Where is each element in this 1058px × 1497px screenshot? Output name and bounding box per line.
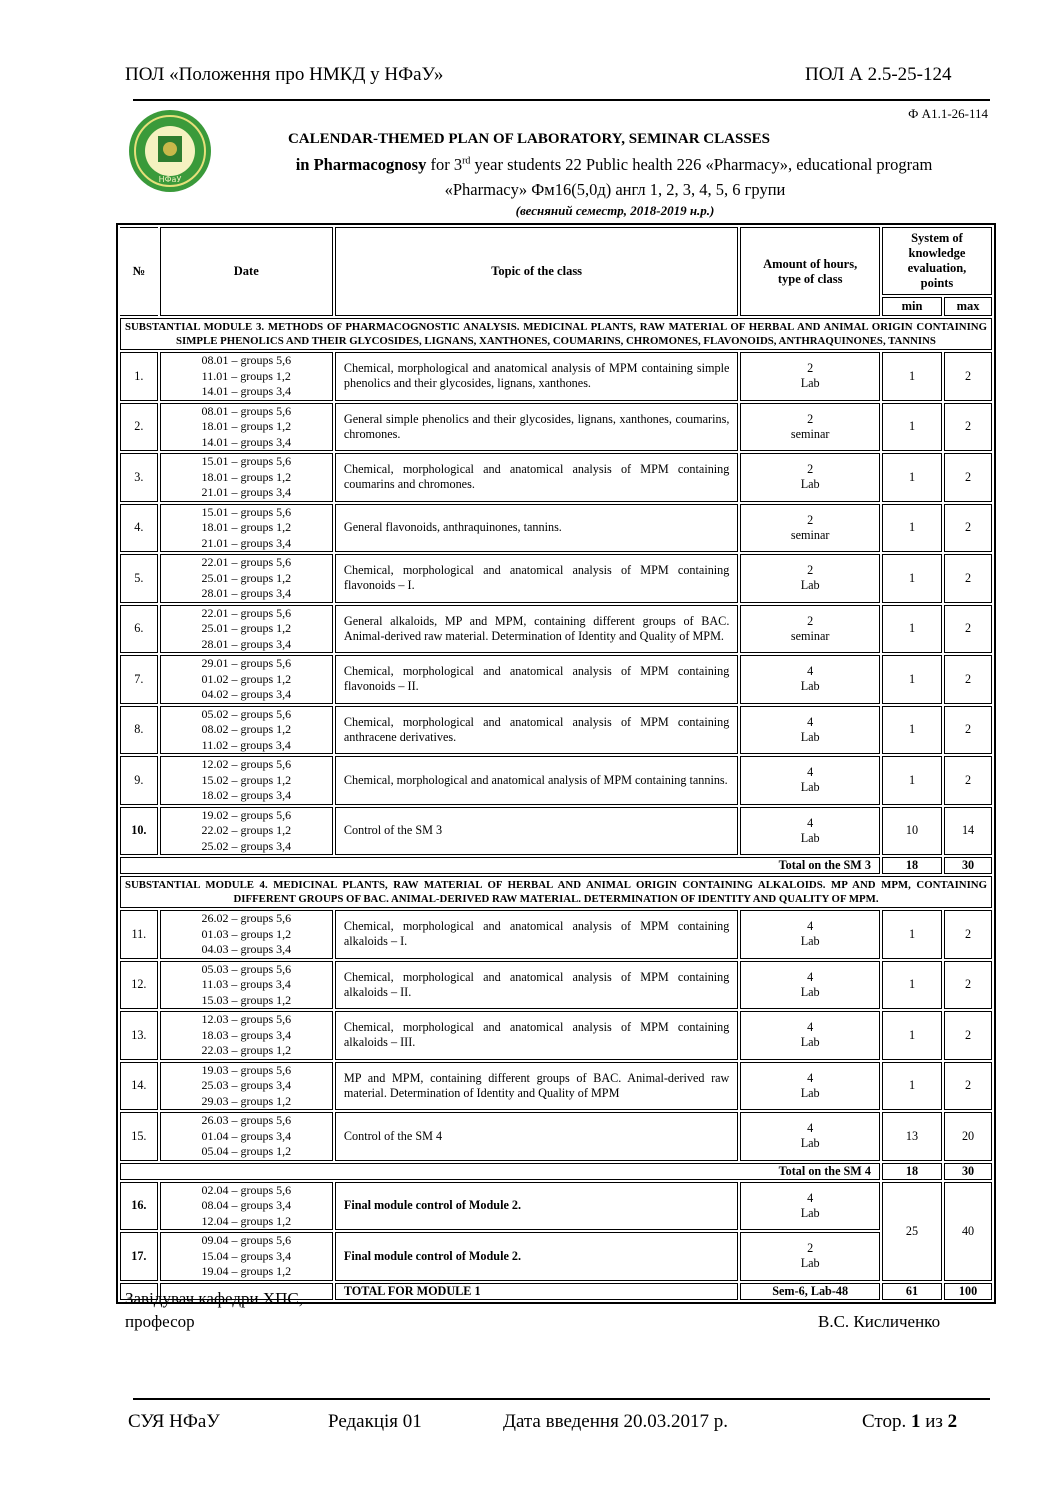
max-points: 2 bbox=[944, 605, 992, 654]
hours-value: 4 bbox=[807, 1020, 814, 1035]
max-points: 14 bbox=[944, 807, 992, 856]
class-type: seminar bbox=[790, 527, 830, 542]
min-points: 1 bbox=[882, 655, 942, 704]
row-number: 6. bbox=[120, 605, 158, 654]
date-line: 19.02 – groups 5,6 bbox=[201, 807, 292, 822]
plan-subtitle: in Pharmacognosy for 3rd year students 22 Public health 226 «Pharmacy», educational program bbox=[295, 155, 933, 174]
table-row bbox=[120, 453, 992, 502]
row-number: 12. bbox=[120, 961, 158, 1010]
hours-value: 4 bbox=[807, 664, 814, 679]
hours-cell bbox=[740, 910, 880, 959]
total-min: 18 bbox=[882, 1163, 942, 1180]
document-header-left: ПОЛ «Положення про НМКД у НФаУ» bbox=[125, 64, 444, 85]
date-cell bbox=[160, 910, 333, 959]
topic-cell: Control of the SM 3 bbox=[335, 807, 738, 856]
max-points: 2 bbox=[944, 910, 992, 959]
date-line: 15.01 – groups 5,6 bbox=[201, 504, 292, 519]
table-row bbox=[120, 910, 992, 959]
date-line: 08.02 – groups 1,2 bbox=[201, 722, 292, 736]
class-type: seminar bbox=[790, 628, 830, 643]
date-line: 18.03 – groups 3,4 bbox=[201, 1027, 292, 1042]
hours-cell bbox=[740, 403, 880, 452]
row-number: 9. bbox=[120, 756, 158, 805]
row-number: 1. bbox=[120, 352, 158, 401]
class-type: Lab bbox=[800, 830, 820, 845]
class-type: Lab bbox=[800, 984, 820, 999]
min-points: 1 bbox=[882, 756, 942, 805]
date-line: 05.03 – groups 5,6 bbox=[201, 961, 292, 976]
col-system: System of knowledge evaluation, points bbox=[882, 227, 992, 295]
row-number: 3. bbox=[120, 453, 158, 502]
date-cell bbox=[160, 352, 333, 401]
max-points: 20 bbox=[944, 1112, 992, 1161]
document-header-right: ПОЛ А 2.5-25-124 bbox=[805, 64, 952, 85]
min-points: 1 bbox=[882, 605, 942, 654]
row-number: 15. bbox=[120, 1112, 158, 1161]
max-points: 2 bbox=[944, 756, 992, 805]
date-cell bbox=[160, 504, 333, 553]
total-label: Total on the SM 3 bbox=[120, 857, 880, 874]
topic-cell: Final module control of Module 2. bbox=[335, 1232, 738, 1281]
max-points: 2 bbox=[944, 554, 992, 603]
hours-cell bbox=[740, 1232, 880, 1281]
grand-total-hours: Sem-6, Lab-48 bbox=[740, 1283, 880, 1300]
form-code: Ф А1.1-26-114 bbox=[908, 106, 988, 121]
min-points: 1 bbox=[882, 910, 942, 959]
module-title-row bbox=[120, 318, 992, 350]
topic-cell: General alkaloids, MP and MPM, containing different groups of BAC. Animal-derived raw material. Determination of Identity and Quality of MPM. bbox=[335, 605, 738, 654]
topic-cell: Final module control of Module 2. bbox=[335, 1182, 738, 1231]
hours-value: 4 bbox=[807, 919, 814, 934]
date-line: 22.03 – groups 1,2 bbox=[201, 1043, 292, 1057]
date-line: 08.04 – groups 3,4 bbox=[201, 1198, 292, 1212]
topic-cell: Chemical, morphological and anatomical analysis of MPM containing tannins. bbox=[335, 756, 738, 805]
table-row bbox=[120, 352, 992, 401]
date-line: 21.01 – groups 3,4 bbox=[201, 535, 292, 550]
date-line: 08.01 – groups 5,6 bbox=[201, 353, 292, 367]
hours-cell bbox=[740, 453, 880, 502]
hours-cell bbox=[740, 1112, 880, 1161]
total-row bbox=[120, 857, 992, 874]
table-row bbox=[120, 1112, 992, 1161]
footer-edition: Редакція 01 bbox=[328, 1411, 422, 1432]
max-points: 2 bbox=[944, 352, 992, 401]
date-line: 15.01 – groups 5,6 bbox=[201, 454, 292, 468]
min-points: 1 bbox=[882, 453, 942, 502]
min-points: 1 bbox=[882, 403, 942, 452]
min-points: 1 bbox=[882, 554, 942, 603]
date-line: 02.04 – groups 5,6 bbox=[201, 1182, 292, 1197]
date-line: 29.03 – groups 1,2 bbox=[201, 1093, 292, 1108]
date-line: 28.01 – groups 3,4 bbox=[201, 586, 292, 600]
class-type: seminar bbox=[790, 426, 830, 441]
footer-date: Дата введення 20.03.2017 р. bbox=[503, 1411, 729, 1432]
date-line: 22.01 – groups 5,6 bbox=[201, 605, 292, 620]
date-line: 11.03 – groups 3,4 bbox=[201, 977, 291, 991]
table-row bbox=[120, 403, 992, 452]
col-date: Date bbox=[160, 227, 333, 316]
hours-value: 4 bbox=[807, 1070, 814, 1085]
max-points: 2 bbox=[944, 1011, 992, 1060]
row-number: 11. bbox=[120, 910, 158, 959]
row-number: 2. bbox=[120, 403, 158, 452]
col-min: min bbox=[882, 297, 942, 316]
topic-cell: Chemical, morphological and anatomical analysis of MPM containing anthracene derivatives. bbox=[335, 706, 738, 755]
table-row bbox=[120, 554, 992, 603]
date-cell bbox=[160, 655, 333, 704]
max-points: 2 bbox=[944, 706, 992, 755]
col-num: № bbox=[120, 227, 158, 316]
hours-value: 4 bbox=[807, 765, 814, 780]
date-line: 22.02 – groups 1,2 bbox=[201, 823, 292, 837]
date-line: 04.02 – groups 3,4 bbox=[201, 687, 292, 701]
topic-cell: Chemical, morphological and anatomical analysis of MPM containing flavonoids – I. bbox=[335, 554, 738, 603]
hours-value: 4 bbox=[807, 714, 814, 729]
hours-value: 2 bbox=[807, 512, 814, 527]
total-max: 30 bbox=[944, 857, 992, 874]
module-title-row bbox=[120, 876, 992, 908]
hours-value: 2 bbox=[807, 462, 814, 477]
grand-total-min: 61 bbox=[882, 1283, 942, 1300]
hours-cell bbox=[740, 1062, 880, 1111]
hours-cell bbox=[740, 504, 880, 553]
date-line: 05.04 – groups 1,2 bbox=[201, 1144, 292, 1158]
class-type: Lab bbox=[800, 477, 820, 492]
date-line: 25.01 – groups 1,2 bbox=[201, 621, 292, 635]
program-line: «Pharmacy» Фм16(5,0д) англ 1, 2, 3, 4, 5, 6 групи bbox=[444, 180, 786, 199]
date-line: 14.01 – groups 3,4 bbox=[201, 434, 292, 449]
min-points: 1 bbox=[882, 1011, 942, 1060]
signature-title: професор bbox=[125, 1312, 195, 1331]
table-row bbox=[120, 1232, 992, 1281]
date-line: 18.01 – groups 1,2 bbox=[201, 520, 292, 534]
min-points: 1 bbox=[882, 504, 942, 553]
table-row bbox=[120, 1011, 992, 1060]
row-number: 10. bbox=[120, 807, 158, 856]
date-cell bbox=[160, 706, 333, 755]
row-number: 7. bbox=[120, 655, 158, 704]
date-line: 15.03 – groups 1,2 bbox=[201, 992, 292, 1007]
row-number: 4. bbox=[120, 504, 158, 553]
class-type: Lab bbox=[800, 1256, 820, 1271]
table-row bbox=[120, 1182, 992, 1231]
total-max: 30 bbox=[944, 1163, 992, 1180]
date-line: 19.04 – groups 1,2 bbox=[201, 1264, 292, 1278]
hours-cell bbox=[740, 756, 880, 805]
date-line: 12.04 – groups 1,2 bbox=[201, 1213, 292, 1228]
topic-cell: MP and MPM, containing different groups of BAC. Animal-derived raw material. Determination of Identity and Quality of MPM bbox=[335, 1062, 738, 1111]
row-number: 5. bbox=[120, 554, 158, 603]
subject-name: in Pharmacognosy bbox=[295, 155, 427, 174]
total-label: Total on the SM 4 bbox=[120, 1163, 880, 1180]
date-line: 01.04 – groups 3,4 bbox=[201, 1128, 292, 1143]
hours-cell bbox=[740, 352, 880, 401]
table-row bbox=[120, 961, 992, 1010]
table-row bbox=[120, 605, 992, 654]
row-number: 17. bbox=[120, 1232, 158, 1281]
date-cell bbox=[160, 1182, 333, 1231]
topic-cell: Chemical, morphological and anatomical analysis of MPM containing simple phenolics and their glycosides, lignans, xanthones. bbox=[335, 352, 738, 401]
class-type: Lab bbox=[800, 376, 820, 391]
date-line: 11.02 – groups 3,4 bbox=[201, 737, 291, 752]
date-cell bbox=[160, 554, 333, 603]
table-row bbox=[120, 655, 992, 704]
max-points: 2 bbox=[944, 1062, 992, 1111]
max-points: 2 bbox=[944, 453, 992, 502]
date-line: 01.02 – groups 1,2 bbox=[201, 671, 292, 686]
class-type: Lab bbox=[800, 780, 820, 795]
date-line: 22.01 – groups 5,6 bbox=[201, 555, 292, 569]
footer-org: СУЯ НФаУ bbox=[128, 1411, 220, 1432]
class-type: Lab bbox=[800, 679, 820, 694]
date-cell bbox=[160, 756, 333, 805]
max-points: 2 bbox=[944, 961, 992, 1010]
signature-position: Завідувач кафедри ХПС, bbox=[125, 1289, 303, 1308]
date-cell bbox=[160, 807, 333, 856]
hours-cell bbox=[740, 807, 880, 856]
date-line: 11.01 – groups 1,2 bbox=[201, 368, 291, 383]
module-title: SUBSTANTIAL MODULE 4. MEDICINAL PLANTS, RAW MATERIAL OF HERBAL AND ANIMAL ORIGIN CONTAINING ALKALOIDS. MP AND MPM, CONTAINING DIFFERENT GROUPS OF BAC. ANIMAL-DERIVED RAW MATERIAL. DETERMINATION OF IDENTITY AND QUALITY OF MPM. bbox=[120, 876, 992, 908]
row-number: 8. bbox=[120, 706, 158, 755]
date-line: 18.02 – groups 3,4 bbox=[201, 788, 292, 802]
footer-divider bbox=[133, 1398, 990, 1400]
max-points: 2 bbox=[944, 504, 992, 553]
hours-cell bbox=[740, 1182, 880, 1231]
date-cell bbox=[160, 453, 333, 502]
topic-cell: Chemical, morphological and anatomical analysis of MPM containing alkaloids – II. bbox=[335, 961, 738, 1010]
topic-cell: Chemical, morphological and anatomical analysis of MPM containing alkaloids – I. bbox=[335, 910, 738, 959]
date-line: 05.02 – groups 5,6 bbox=[201, 706, 292, 721]
min-points: 13 bbox=[882, 1112, 942, 1161]
hours-value: 4 bbox=[807, 1190, 814, 1205]
footer-page: Стор. 1 из 2 bbox=[862, 1411, 958, 1432]
date-cell bbox=[160, 1112, 333, 1161]
hours-value: 4 bbox=[807, 1121, 814, 1136]
final-min-points: 25 bbox=[882, 1182, 942, 1281]
table-row bbox=[120, 706, 992, 755]
topic-cell: Chemical, morphological and anatomical analysis of MPM containing coumarins and chromones. bbox=[335, 453, 738, 502]
col-hours: Amount of hours, type of class bbox=[740, 227, 880, 316]
svg-text:НФаУ: НФаУ bbox=[158, 175, 182, 184]
date-line: 25.03 – groups 3,4 bbox=[201, 1078, 292, 1092]
hours-value: 2 bbox=[807, 411, 814, 426]
date-line: 14.01 – groups 3,4 bbox=[201, 384, 292, 398]
hours-cell bbox=[740, 961, 880, 1010]
date-line: 09.04 – groups 5,6 bbox=[201, 1233, 292, 1247]
date-cell bbox=[160, 961, 333, 1010]
table-row bbox=[120, 1062, 992, 1111]
total-row bbox=[120, 1163, 992, 1180]
date-line: 15.04 – groups 3,4 bbox=[201, 1248, 292, 1263]
hours-cell bbox=[740, 706, 880, 755]
date-cell bbox=[160, 1062, 333, 1111]
row-number: 14. bbox=[120, 1062, 158, 1111]
date-line: 04.03 – groups 3,4 bbox=[201, 942, 292, 956]
date-line: 08.01 – groups 5,6 bbox=[201, 403, 292, 418]
grand-total-max: 100 bbox=[944, 1283, 992, 1300]
date-cell bbox=[160, 1011, 333, 1060]
row-number: 16. bbox=[120, 1182, 158, 1231]
class-type: Lab bbox=[800, 1085, 820, 1100]
module-title: SUBSTANTIAL MODULE 3. METHODS OF PHARMACOGNOSTIC ANALYSIS. MEDICINAL PLANTS, RAW MATERIAL OF HERBAL AND ANIMAL ORIGIN CONTAINING SIMPLE PHENOLICS AND THEIR GLYCOSIDES, LIGNANS, XANTHONES, COUMARINS, CHROMONES, FLAVONOIDS, ANTHRAQUINONES, TANNINS bbox=[120, 318, 992, 350]
class-type: Lab bbox=[800, 1035, 820, 1050]
date-line: 18.01 – groups 1,2 bbox=[201, 469, 292, 484]
hours-cell bbox=[740, 605, 880, 654]
date-line: 18.01 – groups 1,2 bbox=[201, 419, 292, 433]
hours-value: 2 bbox=[807, 1241, 814, 1256]
class-type: Lab bbox=[800, 934, 820, 949]
min-points: 1 bbox=[882, 706, 942, 755]
topic-cell: General flavonoids, anthraquinones, tannins. bbox=[335, 504, 738, 553]
schedule-table bbox=[116, 223, 996, 1304]
date-line: 21.01 – groups 3,4 bbox=[201, 485, 292, 499]
class-type: Lab bbox=[800, 1205, 820, 1220]
header-divider bbox=[133, 99, 990, 101]
topic-cell: General simple phenolics and their glycosides, lignans, xanthones, coumarins, chromones. bbox=[335, 403, 738, 452]
col-topic: Topic of the class bbox=[335, 227, 738, 316]
class-type: Lab bbox=[800, 1136, 820, 1151]
hours-cell bbox=[740, 1011, 880, 1060]
date-line: 15.02 – groups 1,2 bbox=[201, 772, 292, 787]
min-points: 1 bbox=[882, 961, 942, 1010]
hours-value: 4 bbox=[807, 969, 814, 984]
min-points: 1 bbox=[882, 352, 942, 401]
topic-cell: Control of the SM 4 bbox=[335, 1112, 738, 1161]
max-points: 2 bbox=[944, 403, 992, 452]
hours-value: 2 bbox=[807, 563, 814, 578]
date-line: 25.02 – groups 3,4 bbox=[201, 838, 292, 853]
semester-line: (весняний семестр, 2018-2019 н.р.) bbox=[515, 203, 715, 218]
grand-total-label: TOTAL FOR MODULE 1 bbox=[335, 1283, 738, 1300]
date-line: 26.03 – groups 5,6 bbox=[201, 1113, 292, 1127]
class-type: Lab bbox=[800, 729, 820, 744]
table-row bbox=[120, 504, 992, 553]
date-line: 12.03 – groups 5,6 bbox=[201, 1012, 292, 1026]
date-cell bbox=[160, 605, 333, 654]
total-min: 18 bbox=[882, 857, 942, 874]
hours-cell bbox=[740, 554, 880, 603]
min-points: 10 bbox=[882, 807, 942, 856]
topic-cell: Chemical, morphological and anatomical analysis of MPM containing alkaloids – III. bbox=[335, 1011, 738, 1060]
date-cell bbox=[160, 403, 333, 452]
row-number: 13. bbox=[120, 1011, 158, 1060]
plan-title: CALENDAR-THEMED PLAN OF LABORATORY, SEMINAR CLASSES bbox=[287, 131, 771, 147]
class-type: Lab bbox=[800, 578, 820, 593]
signature-name: В.С. Кисличенко bbox=[818, 1312, 941, 1331]
hours-value: 2 bbox=[807, 613, 814, 628]
hours-cell bbox=[740, 655, 880, 704]
date-line: 01.03 – groups 1,2 bbox=[201, 926, 292, 941]
date-line: 25.01 – groups 1,2 bbox=[201, 570, 292, 585]
date-line: 12.02 – groups 5,6 bbox=[201, 757, 292, 771]
table-row bbox=[120, 807, 992, 856]
min-points: 1 bbox=[882, 1062, 942, 1111]
date-line: 26.02 – groups 5,6 bbox=[201, 911, 292, 925]
col-max: max bbox=[944, 297, 992, 316]
topic-cell: Chemical, morphological and anatomical analysis of MPM containing flavonoids – II. bbox=[335, 655, 738, 704]
date-line: 29.01 – groups 5,6 bbox=[201, 656, 292, 670]
hours-value: 2 bbox=[807, 361, 814, 376]
hours-value: 4 bbox=[807, 815, 814, 830]
table-row bbox=[120, 756, 992, 805]
date-line: 19.03 – groups 5,6 bbox=[201, 1062, 292, 1077]
date-line: 28.01 – groups 3,4 bbox=[201, 636, 292, 651]
final-max-points: 40 bbox=[944, 1182, 992, 1281]
max-points: 2 bbox=[944, 655, 992, 704]
date-cell bbox=[160, 1232, 333, 1281]
